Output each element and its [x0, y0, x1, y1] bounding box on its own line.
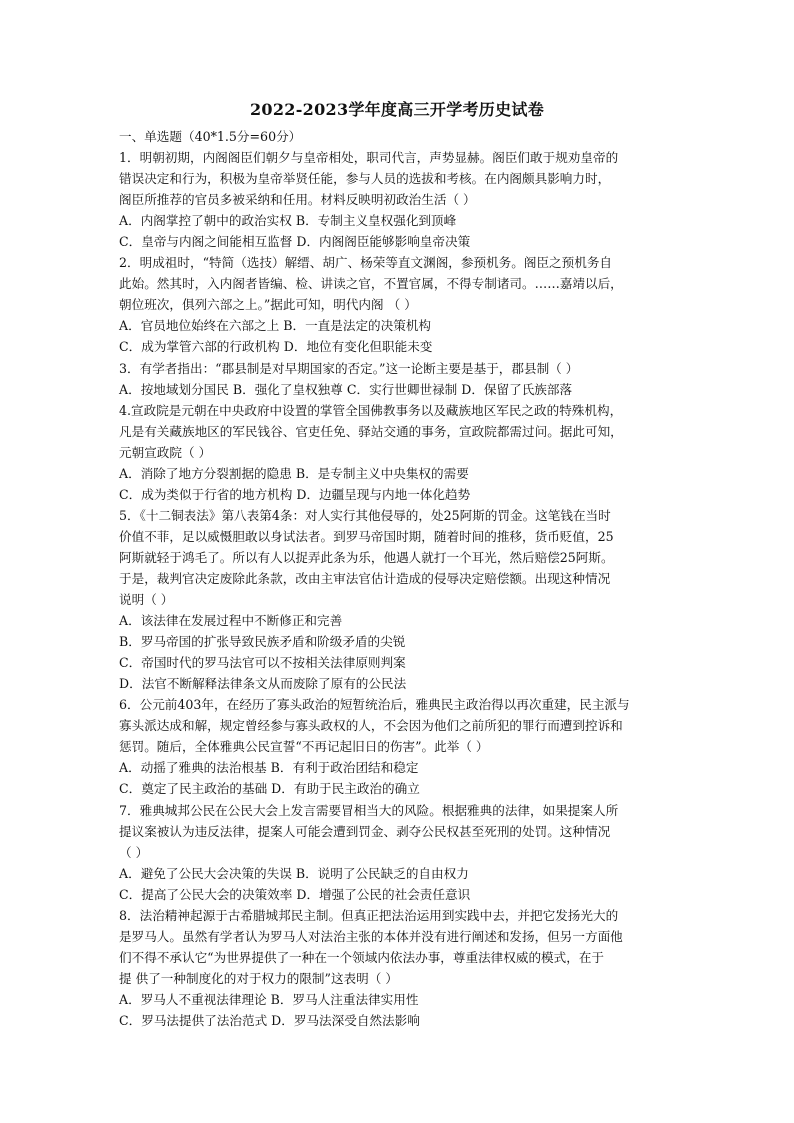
text-line: C．皇帝与内阁之间能相互监督 D．内阁阁臣能够影响皇帝决策 [119, 234, 471, 250]
text-line: 此始。然其时，入内阁者皆编、检、讲读之官，不置官属，不得专制诸司。……嘉靖以后， [119, 276, 623, 292]
text-line: C．提高了公民大会的决策效率 D．增强了公民的社会责任意识 [119, 886, 471, 902]
text-line: 提议案被认为违反法律，提案人可能会遭到罚金、剥夺公民权甚至死刑的处罚。这种情况 [119, 823, 611, 839]
text-line: 朝位班次，俱列六部之上。”据此可知，明代内阁 （ ） [119, 297, 417, 313]
text-line: 寡头派达成和解，规定曾经参与寡头政权的人，不会因为他们之前所犯的罪行而遭到控诉和 [119, 718, 623, 734]
text-line: 4.宣政院是元朝在中央政府中设置的掌管全国佛教事务以及藏族地区军民之政的特殊机构， [119, 402, 623, 418]
text-line: 们不得不承认它“为世界提供了一种在一个领域内依法办事，尊重法律权威的模式，在于 [119, 949, 605, 965]
text-line: A．罗马人不重视法律理论 B．罗马人注重法律实用性 [119, 991, 419, 1007]
text-line: 元朝宣政院（ ） [119, 444, 212, 460]
text-line: 8．法治精神起源于古希腊城邦民主制。但真正把法治运用到实践中去，并把它发扬光大的 [119, 907, 619, 923]
text-line: A．该法律在发展过程中不断修正和完善 [119, 613, 343, 629]
text-line: 惩罚。随后，全体雅典公民宣誓“不再记起旧日的伤害”。此举（ ） [119, 739, 489, 755]
text-line: 5．《十二铜表法》第八表第4条：对人实行其他侵辱的，处25阿斯的罚金。这笔钱在当时 [119, 507, 611, 523]
page-title: 2022-2023学年度高三开学考历史试卷 [249, 100, 544, 119]
text-line: B．罗马帝国的扩张导致民族矛盾和阶级矛盾的尖锐 [119, 634, 406, 650]
text-line: 提 供了一种制度化的对于权力的限制”这表明（ ） [119, 970, 398, 986]
text-line: A．避免了公民大会决策的失误 B．说明了公民缺乏的自由权力 [119, 865, 469, 881]
text-line: C．帝国时代的罗马法官可以不按相关法律原则判案 [119, 655, 406, 671]
text-line: A．按地域划分国民 B．强化了皇权独尊 C．实行世卿世禄制 D．保留了氏族部落 [119, 381, 573, 397]
text-line: A．消除了地方分裂割据的隐患 B．是专制主义中央集权的需要 [119, 465, 469, 481]
text-line: A．内阁掌控了朝中的政治实权 B．专制主义皇权强化到顶峰 [119, 213, 457, 229]
text-line: 价值不菲，足以威慑胆敢以身试法者。到罗马帝国时期，随着时间的推移，货币贬值，25 [119, 528, 614, 544]
text-line: 2．明成祖时，“特简（选技）解缙、胡广、杨荣等直文渊阁，参预机务。阁臣之预机务自 [119, 255, 613, 271]
text-line: A．动摇了雅典的法治根基 B．有利于政治团结和稳定 [119, 760, 419, 776]
text-line: 阁臣所推荐的官员多被采纳和任用。材料反映明初政治生活（ ） [119, 192, 476, 208]
text-line: C．奠定了民主政治的基础 D．有助于民主政治的确立 [119, 781, 420, 797]
text-line: 1．明朝初期，内阁阁臣们朝夕与皇帝相处，职司代言，声势显赫。阁臣们敢于规劝皇帝的 [119, 150, 619, 166]
text-line: 3．有学者指出：“郡县制是对早期国家的否定。”这一论断主要是基于，郡县制（ ） [119, 360, 579, 376]
text-line: C．成为掌管六部的行政机构 D．地位有变化但职能未变 [119, 339, 433, 355]
section-heading: 一、单选题（40*1.5分=60分） [119, 129, 302, 144]
text-line: A．官员地位始终在六部之上 B．一直是法定的决策机构 [119, 318, 432, 334]
text-line: C．成为类似于行省的地方机构 D．边疆呈现与内地一体化趋势 [119, 486, 471, 502]
text-line: 凡是有关藏族地区的军民钱谷、官吏任免、驿站交通的事务，宣政院都需过问。据此可知， [119, 423, 623, 439]
text-line: 错误决定和行为，积极为皇帝举贤任能，参与人员的选拔和考核。在内阁颇具影响力时， [119, 171, 611, 187]
text-line: 7．雅典城邦公民在公民大会上发言需要冒相当大的风险。根据雅典的法律，如果提案人所 [119, 802, 619, 818]
text-line: 6．公元前403年，在经历了寡头政治的短暂统治后，雅典民主政治得以再次重建，民主派与 [119, 697, 630, 713]
text-line: D．法官不断解释法律条文从而废除了原有的公民法 [119, 676, 407, 692]
text-line: 于是，裁判官决定废除此条款，改由主审法官估计造成的侵辱决定赔偿额。出现这种情况 [119, 570, 611, 586]
text-line: （ ） [119, 844, 149, 860]
text-line: 是罗马人。虽然有学者认为罗马人对法治主张的本体并没有进行阐述和发扬，但另一方面他 [119, 928, 623, 944]
text-line: C．罗马法提供了法治范式 D．罗马法深受自然法影响 [119, 1012, 420, 1028]
text-line: 说明（ ） [119, 592, 174, 608]
text-line: 阿斯就轻于鸿毛了。所以有人以捉弄此条为乐，他遇人就打一个耳光，然后赔偿25阿斯。 [119, 549, 614, 565]
exam-body [119, 126, 679, 1031]
